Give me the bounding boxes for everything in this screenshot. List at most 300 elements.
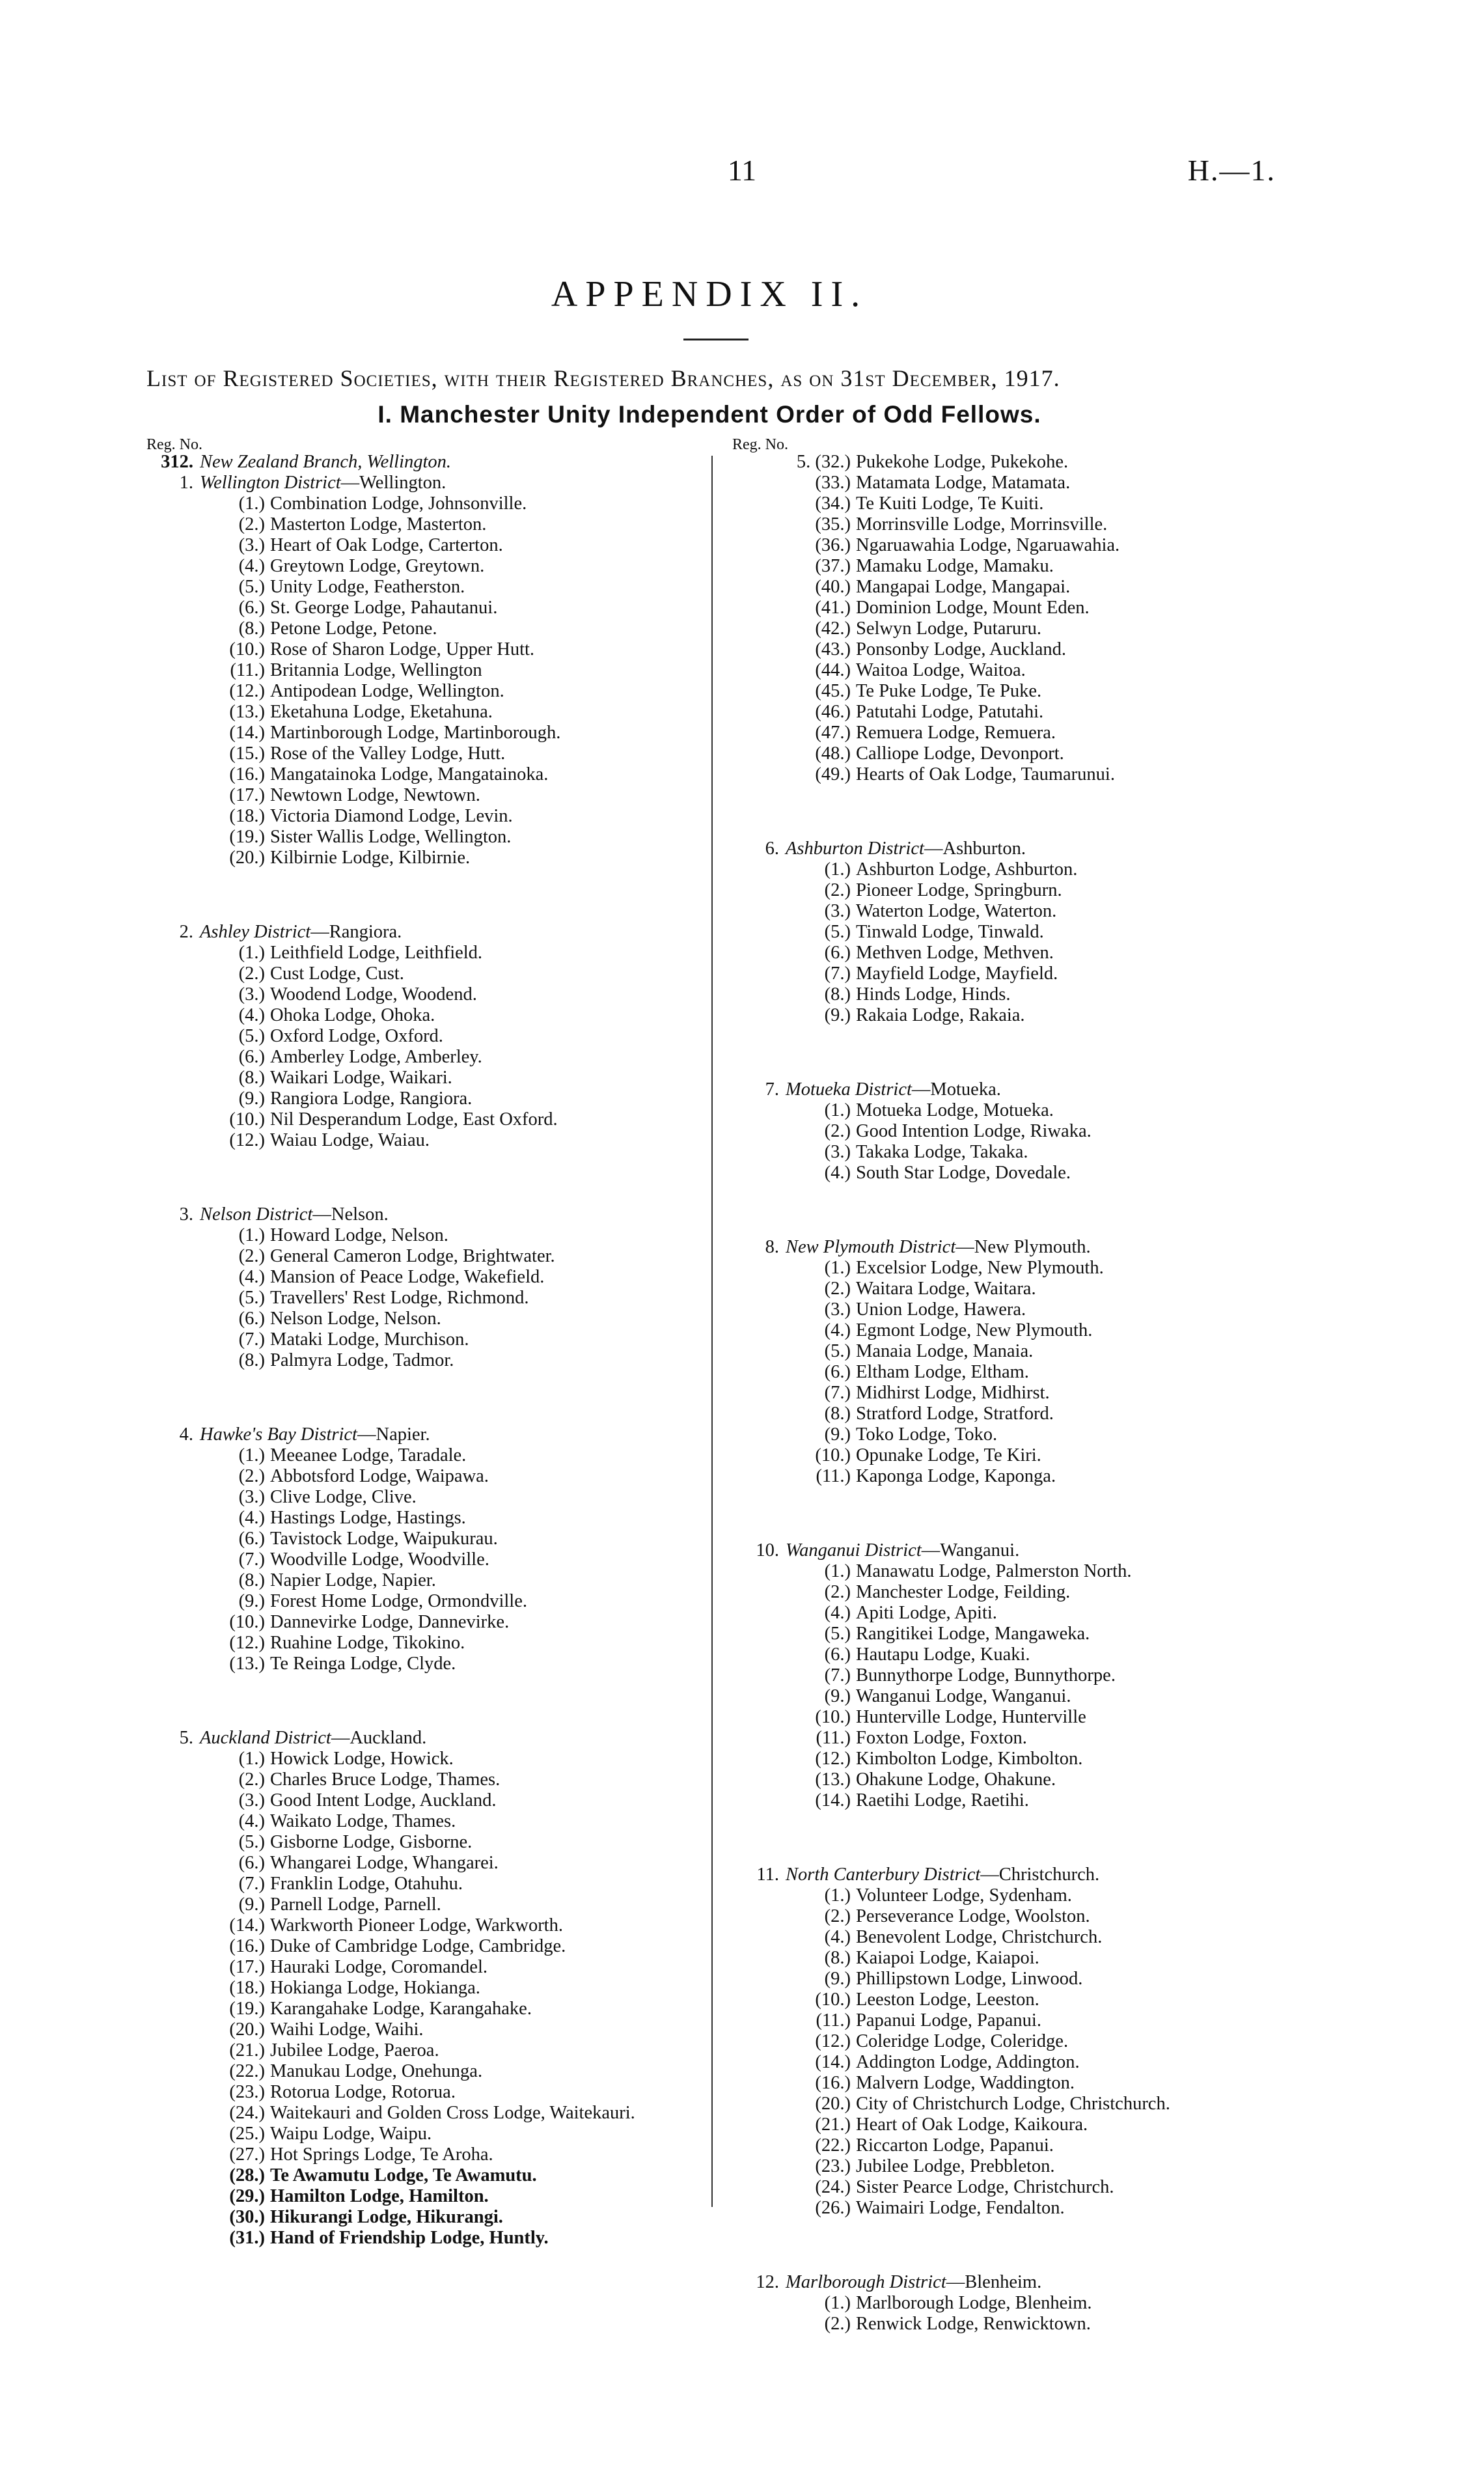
- lodge-entry: [146, 806, 700, 827]
- lodge-name: Rose of Sharon Lodge, Upper Hutt.: [270, 639, 535, 659]
- lodge-number: (7.): [824, 1665, 851, 1685]
- right-column: [732, 452, 1292, 2388]
- district-heading: [732, 2272, 1292, 2293]
- lodge-name: Nelson Lodge, Nelson.: [270, 1309, 441, 1329]
- lodge-number: (36.): [815, 535, 851, 555]
- lodge-number: (34.): [815, 493, 851, 514]
- lodge-number: (16.): [229, 1936, 265, 1956]
- lodge-name: Apiti Lodge, Apiti.: [856, 1603, 997, 1623]
- lodge-entry: [146, 2124, 700, 2144]
- lodge-name: Mayfield Lodge, Mayfield.: [856, 964, 1058, 984]
- lodge-entry: [732, 1906, 1292, 1927]
- lodge-number: (20.): [229, 848, 265, 868]
- lodge-number: (7.): [238, 1329, 265, 1350]
- lodge-entry: [146, 2061, 700, 2082]
- lodge-number: (3.): [238, 1790, 265, 1810]
- district-town: —Nelson.: [312, 1204, 389, 1225]
- lodge-name: Britannia Lodge, Wellington: [270, 660, 482, 680]
- lodge-name: Newtown Lodge, Newtown.: [270, 785, 480, 805]
- column-divider: [711, 456, 713, 2207]
- district-block: [146, 473, 700, 868]
- lodge-entry: [146, 1026, 700, 1047]
- lodge-number: (9.): [238, 1089, 265, 1109]
- lodge-entry: [732, 2156, 1292, 2177]
- district-number: 2.: [179, 922, 193, 942]
- district-block: [732, 839, 1292, 1026]
- lodge-number: (12.): [815, 1749, 851, 1769]
- lodge-entry: [146, 764, 700, 785]
- lodge-name: Ruahine Lodge, Tikokino.: [270, 1633, 465, 1653]
- lodge-entry: [146, 535, 700, 556]
- lodge-name: Waihi Lodge, Waihi.: [270, 2019, 424, 2040]
- lodge-name: Petone Lodge, Petone.: [270, 618, 437, 639]
- lodge-entry: [732, 2073, 1292, 2094]
- lodge-entry: [146, 2082, 700, 2103]
- district-town: —Christchurch.: [980, 1865, 1100, 1885]
- lodge-entry: [146, 1790, 700, 1811]
- district-number: 6.: [765, 839, 779, 859]
- right-district-list: [732, 839, 1292, 2335]
- lodge-name: Manaia Lodge, Manaia.: [856, 1341, 1034, 1361]
- lodge-entry: [732, 2198, 1292, 2219]
- lodge-entry: [732, 1728, 1292, 1749]
- lodge-entry: [146, 964, 700, 984]
- lodge-name: Coleridge Lodge, Coleridge.: [856, 2031, 1069, 2051]
- lodge-name: Te Puke Lodge, Te Puke.: [856, 681, 1042, 701]
- lodge-name: Leeston Lodge, Leeston.: [856, 1990, 1039, 2010]
- lodge-name: Clive Lodge, Clive.: [270, 1487, 417, 1507]
- lodge-name: Rangitikei Lodge, Mangaweka.: [856, 1624, 1090, 1644]
- lodge-number: (8.): [238, 1068, 265, 1088]
- district-block: [146, 1204, 700, 1371]
- lodge-name: Oxford Lodge, Oxford.: [270, 1026, 443, 1046]
- lodge-name: Dannevirke Lodge, Dannevirke.: [270, 1612, 510, 1632]
- lodge-name: Ohakune Lodge, Ohakune.: [856, 1769, 1056, 1790]
- lodge-name: Manukau Lodge, Onehunga.: [270, 2061, 483, 2081]
- district-block: [146, 1728, 700, 2249]
- lodge-name: Heart of Oak Lodge, Kaikoura.: [856, 2115, 1088, 2135]
- lodge-name: Wanganui Lodge, Wanganui.: [856, 1686, 1071, 1706]
- lodge-name: Waikato Lodge, Thames.: [270, 1811, 456, 1831]
- lodge-number: (13.): [229, 1654, 265, 1674]
- lodge-entry: [146, 2228, 700, 2249]
- lodge-entry: [732, 859, 1292, 880]
- lodge-entry: [146, 1130, 700, 1151]
- lodge-number: (12.): [815, 2031, 851, 2051]
- lodge-entry: [146, 1466, 700, 1487]
- lodge-name: Manawatu Lodge, Palmerston North.: [856, 1561, 1132, 1581]
- lodge-entry: [732, 1404, 1292, 1424]
- lodge-name: Excelsior Lodge, New Plymouth.: [856, 1258, 1104, 1278]
- lodge-name: Hikurangi Lodge, Hikurangi.: [270, 2207, 503, 2227]
- lodge-name: Antipodean Lodge, Wellington.: [270, 681, 504, 701]
- lodge-name: Ohoka Lodge, Ohoka.: [270, 1005, 435, 1025]
- lodge-entry: [732, 922, 1292, 943]
- lodge-number: (1.): [238, 943, 265, 963]
- lodge-entry: [146, 1853, 700, 1874]
- lodge-entry: [732, 1665, 1292, 1686]
- lodge-entry: [146, 1288, 700, 1309]
- lodge-entry: [146, 1350, 700, 1371]
- lodge-name: Marlborough Lodge, Blenheim.: [856, 2293, 1092, 2313]
- lodge-entry: [146, 514, 700, 535]
- district-block: [732, 1079, 1292, 1184]
- district-number: 1.: [179, 473, 193, 493]
- lodge-name: Takaka Lodge, Takaka.: [856, 1142, 1028, 1162]
- lodge-name: Hunterville Lodge, Hunterville: [856, 1707, 1086, 1727]
- lodge-name: Opunake Lodge, Te Kiri.: [856, 1445, 1041, 1465]
- district-heading: [146, 1728, 700, 1749]
- district-continuation: [732, 452, 1292, 785]
- lodge-entry: [732, 660, 1292, 681]
- lodge-entry: [732, 1445, 1292, 1466]
- district-name: Auckland District: [200, 1728, 331, 1748]
- lodge-number: (4.): [824, 1320, 851, 1340]
- lodge-entry: [732, 1100, 1292, 1121]
- lodge-name: Kilbirnie Lodge, Kilbirnie.: [270, 848, 471, 868]
- lodge-entry: [146, 1445, 700, 1466]
- lodge-entry: [146, 2019, 700, 2040]
- lodge-entry: [732, 1948, 1292, 1969]
- lodge-number: (7.): [824, 1383, 851, 1403]
- lodge-number: (2.): [824, 1121, 851, 1141]
- lodge-entry: [732, 1121, 1292, 1142]
- lodge-name: Heart of Oak Lodge, Carterton.: [270, 535, 503, 555]
- lodge-number: (14.): [229, 1915, 265, 1935]
- lodge-number: (1.): [238, 1749, 265, 1769]
- lodge-number: (8.): [824, 1404, 851, 1424]
- lodge-entry: [732, 743, 1292, 764]
- district-name: Motueka District: [786, 1079, 912, 1100]
- lodge-entry: [146, 1633, 700, 1654]
- district-number: 5.: [179, 1728, 193, 1748]
- lodge-name: Mangatainoka Lodge, Mangatainoka.: [270, 764, 549, 784]
- lodge-name: Volunteer Lodge, Sydenham.: [856, 1885, 1072, 1906]
- lodge-number: (14.): [815, 1790, 851, 1810]
- lodge-number: (10.): [815, 1990, 851, 2010]
- district-block: [732, 2272, 1292, 2335]
- lodge-number: (37.): [815, 556, 851, 576]
- lodge-entry: [732, 1299, 1292, 1320]
- lodge-entry: [146, 1654, 700, 1674]
- lodge-name: South Star Lodge, Dovedale.: [856, 1163, 1071, 1183]
- lodge-number: (4.): [238, 1811, 265, 1831]
- district-block: [732, 1237, 1292, 1487]
- lodge-name: St. George Lodge, Pahautanui.: [270, 598, 498, 618]
- lodge-number: (20.): [229, 2019, 265, 2040]
- lodge-name: Abbotsford Lodge, Waipawa.: [270, 1466, 489, 1486]
- lodge-name: General Cameron Lodge, Brightwater.: [270, 1246, 555, 1266]
- lodge-number: (5.): [238, 1832, 265, 1852]
- lodge-entry: [732, 577, 1292, 598]
- lodge-name: Mansion of Peace Lodge, Wakefield.: [270, 1267, 545, 1287]
- lodge-number: (8.): [824, 984, 851, 1005]
- lodge-number: (9.): [824, 1424, 851, 1445]
- lodge-name: Selwyn Lodge, Putaruru.: [856, 618, 1041, 639]
- lodge-name: Charles Bruce Lodge, Thames.: [270, 1769, 501, 1790]
- lodge-entry: [732, 1142, 1292, 1163]
- lodge-number: (4.): [238, 1267, 265, 1287]
- lodge-number: (41.): [815, 598, 851, 618]
- lodge-number: (6.): [238, 1047, 265, 1067]
- lodge-number: (7.): [238, 1549, 265, 1570]
- lodge-entry: [146, 2207, 700, 2228]
- lodge-name: Gisborne Lodge, Gisborne.: [270, 1832, 473, 1852]
- lodge-entry: [146, 1529, 700, 1549]
- lodge-entry: [732, 1790, 1292, 1811]
- lodge-number: (19.): [229, 1999, 265, 2019]
- lodge-name: Riccarton Lodge, Papanui.: [856, 2135, 1054, 2156]
- lodge-name: Jubilee Lodge, Prebbleton.: [856, 2156, 1055, 2176]
- lodge-name: Whangarei Lodge, Whangarei.: [270, 1853, 499, 1873]
- lodge-entry: [146, 1246, 700, 1267]
- lodge-name: Masterton Lodge, Masterton.: [270, 514, 487, 534]
- lodge-entry: [732, 1163, 1292, 1184]
- lodge-entry: [732, 2115, 1292, 2135]
- lodge-number: (26.): [815, 2198, 851, 2218]
- district-block: [146, 922, 700, 1151]
- lodge-entry: [146, 577, 700, 598]
- lodge-name: Morrinsville Lodge, Morrinsville.: [856, 514, 1108, 534]
- document-code: H.—1.: [1187, 154, 1276, 187]
- lodge-number: (2.): [238, 514, 265, 534]
- page-number: 11: [727, 154, 757, 187]
- lodge-entry: [732, 1362, 1292, 1383]
- lodge-entry: [732, 2031, 1292, 2052]
- lodge-entry: [146, 1005, 700, 1026]
- lodge-name: Raetihi Lodge, Raetihi.: [856, 1790, 1029, 1810]
- lodge-entry: [146, 1047, 700, 1068]
- lodge-name: Midhirst Lodge, Midhirst.: [856, 1383, 1050, 1403]
- lodge-number: (9.): [238, 1894, 265, 1915]
- lodge-entry: [146, 1936, 700, 1957]
- lodge-entry: [146, 1957, 700, 1978]
- lodge-name: Franklin Lodge, Otahuhu.: [270, 1874, 463, 1894]
- lodge-number: (40.): [815, 577, 851, 597]
- lodge-entry: [732, 1424, 1292, 1445]
- lodge-number: (5.): [824, 1341, 851, 1361]
- lodge-number: (5.): [238, 577, 265, 597]
- lodge-number: (4.): [824, 1163, 851, 1183]
- lodge-entry: [146, 2103, 700, 2124]
- district-town: —Ashburton.: [924, 839, 1026, 859]
- lodge-number: (24.): [229, 2103, 265, 2123]
- lodge-number: (6.): [824, 943, 851, 963]
- lodge-name: Travellers' Rest Lodge, Richmond.: [270, 1288, 529, 1308]
- lodge-number: (4.): [824, 1927, 851, 1947]
- lodge-name: Palmyra Lodge, Tadmor.: [270, 1350, 454, 1370]
- lodge-name: Addington Lodge, Addington.: [856, 2052, 1080, 2072]
- district-town: —Wellington.: [340, 473, 447, 493]
- lodge-entry: [146, 1267, 700, 1288]
- lodge-number: (44.): [815, 660, 851, 680]
- lodge-number: (20.): [815, 2094, 851, 2114]
- lodge-number: 5. (32.): [796, 452, 851, 472]
- district-number: 7.: [765, 1079, 779, 1100]
- lodge-name: Woodend Lodge, Woodend.: [270, 984, 477, 1005]
- lodge-number: (15.): [229, 743, 265, 764]
- lodge-name: Sister Pearce Lodge, Christchurch.: [856, 2177, 1114, 2197]
- reg-no-label-left: Reg. No.: [146, 436, 202, 453]
- lodge-number: (1.): [824, 1561, 851, 1581]
- lodge-name: Toko Lodge, Toko.: [856, 1424, 998, 1445]
- lodge-number: (3.): [824, 1142, 851, 1162]
- lodge-number: (6.): [824, 1362, 851, 1382]
- lodge-entry: [146, 1487, 700, 1508]
- lodge-entry: [732, 764, 1292, 785]
- district-heading: [732, 1079, 1292, 1100]
- lodge-name: Good Intention Lodge, Riwaka.: [856, 1121, 1092, 1141]
- lodge-name: Te Kuiti Lodge, Te Kuiti.: [856, 493, 1044, 514]
- district-number: 10.: [756, 1540, 779, 1561]
- lodge-number: (22.): [229, 2061, 265, 2081]
- lodge-name: Unity Lodge, Featherston.: [270, 577, 465, 597]
- lodge-name: Renwick Lodge, Renwicktown.: [856, 2314, 1091, 2334]
- lodge-entry: [732, 1749, 1292, 1769]
- district-town: —New Plymouth.: [955, 1237, 1091, 1257]
- district-heading: [732, 1540, 1292, 1561]
- district-town: —Motueka.: [911, 1079, 1001, 1100]
- lodge-entry: [146, 1874, 700, 1894]
- lodge-name: Duke of Cambridge Lodge, Cambridge.: [270, 1936, 566, 1956]
- lodge-entry: [146, 598, 700, 618]
- lodge-name: Hearts of Oak Lodge, Taumarunui.: [856, 764, 1115, 784]
- lodge-number: (27.): [229, 2144, 265, 2165]
- lodge-number: (1.): [824, 1885, 851, 1906]
- lodge-name: Ngaruawahia Lodge, Ngaruawahia.: [856, 535, 1120, 555]
- lodge-number: (23.): [229, 2082, 265, 2102]
- lodge-entry: [146, 943, 700, 964]
- district-heading: [732, 1237, 1292, 1258]
- lodge-name: Kaponga Lodge, Kaponga.: [856, 1466, 1056, 1486]
- lodge-name: Cust Lodge, Cust.: [270, 964, 404, 984]
- lodge-number: (31.): [229, 2228, 265, 2248]
- lodge-name: Rangiora Lodge, Rangiora.: [270, 1089, 473, 1109]
- lodge-name: Victoria Diamond Lodge, Levin.: [270, 806, 513, 826]
- lodge-entry: [732, 880, 1292, 901]
- district-town: —Napier.: [357, 1424, 430, 1445]
- lodge-name: Papanui Lodge, Papanui.: [856, 2010, 1041, 2031]
- lodge-name: Kaiapoi Lodge, Kaiapoi.: [856, 1948, 1039, 1968]
- lodge-name: Stratford Lodge, Stratford.: [856, 1404, 1054, 1424]
- lodge-name: Hokianga Lodge, Hokianga.: [270, 1978, 480, 1998]
- district-number: 3.: [179, 1204, 193, 1225]
- lodge-entry: [732, 2314, 1292, 2335]
- lodge-number: (24.): [815, 2177, 851, 2197]
- lodge-name: Woodville Lodge, Woodville.: [270, 1549, 489, 1570]
- lodge-entry: [146, 1894, 700, 1915]
- lodge-number: (22.): [815, 2135, 851, 2156]
- lodge-entry: [146, 1915, 700, 1936]
- lodge-name: Perseverance Lodge, Woolston.: [856, 1906, 1090, 1926]
- lodge-number: (10.): [229, 1612, 265, 1632]
- lodge-entry: [732, 598, 1292, 618]
- lodge-number: (3.): [824, 901, 851, 921]
- lodge-number: (1.): [824, 859, 851, 880]
- lodge-name: Pukekohe Lodge, Pukekohe.: [856, 452, 1069, 472]
- lodge-entry: [732, 514, 1292, 535]
- district-name: Marlborough District: [786, 2272, 946, 2292]
- left-column: [146, 452, 700, 2302]
- lodge-name: Napier Lodge, Napier.: [270, 1570, 436, 1590]
- district-town: —Blenheim.: [946, 2272, 1042, 2292]
- lodge-entry: [732, 493, 1292, 514]
- lodge-entry: [732, 1582, 1292, 1603]
- lodge-entry: [146, 1811, 700, 1832]
- district-town: —Auckland.: [331, 1728, 427, 1748]
- lodge-number: (2.): [824, 880, 851, 900]
- lodge-name: Hauraki Lodge, Coromandel.: [270, 1957, 488, 1977]
- lodge-name: Hand of Friendship Lodge, Huntly.: [270, 2228, 549, 2248]
- lodge-entry: [146, 1089, 700, 1109]
- lodge-entry: [146, 785, 700, 806]
- lodge-number: (4.): [238, 556, 265, 576]
- lodge-name: Matamata Lodge, Matamata.: [856, 473, 1071, 493]
- lodge-entry: [146, 1329, 700, 1350]
- lodge-entry: [732, 473, 1292, 493]
- lodge-number: (3.): [824, 1299, 851, 1320]
- lodge-number: (10.): [815, 1707, 851, 1727]
- lodge-entry: [146, 848, 700, 868]
- lodge-entry: [146, 1570, 700, 1591]
- lodge-number: (1.): [824, 1258, 851, 1278]
- lodge-name: Leithfield Lodge, Leithfield.: [270, 943, 483, 963]
- lodge-number: (2.): [824, 1582, 851, 1602]
- lodge-number: (4.): [824, 1603, 851, 1623]
- lodge-name: Ashburton Lodge, Ashburton.: [856, 859, 1078, 880]
- lodge-number: (11.): [230, 660, 265, 680]
- lodge-entry: [732, 1561, 1292, 1582]
- lodge-name: Meeanee Lodge, Taradale.: [270, 1445, 467, 1465]
- district-block: [732, 1540, 1292, 1811]
- lodge-number: (49.): [815, 764, 851, 784]
- lodge-number: (19.): [229, 827, 265, 847]
- lodge-name: Warkworth Pioneer Lodge, Warkworth.: [270, 1915, 563, 1935]
- lodge-name: Mataki Lodge, Murchison.: [270, 1329, 469, 1350]
- lodge-entry: [732, 1466, 1292, 1487]
- lodge-name: Howard Lodge, Nelson.: [270, 1225, 448, 1245]
- lodge-number: (1.): [824, 1100, 851, 1120]
- lodge-number: (33.): [815, 473, 851, 493]
- lodge-number: (13.): [229, 702, 265, 722]
- lodge-name: Waiau Lodge, Waiau.: [270, 1130, 430, 1150]
- lodge-entry: [146, 639, 700, 660]
- district-name: Wanganui District: [786, 1540, 922, 1561]
- lodge-number: (10.): [815, 1445, 851, 1465]
- lodge-entry: [732, 2052, 1292, 2073]
- lodge-number: (29.): [229, 2186, 265, 2206]
- lodge-name: Mamaku Lodge, Mamaku.: [856, 556, 1054, 576]
- lodge-number: (11.): [816, 1466, 851, 1486]
- lodge-entry: [146, 1978, 700, 1999]
- lodge-name: City of Christchurch Lodge, Christchurch.: [856, 2094, 1170, 2114]
- lodge-entry: [732, 1603, 1292, 1624]
- district-heading: [146, 1424, 700, 1445]
- district-number: 12.: [756, 2272, 779, 2292]
- lodge-number: (4.): [238, 1508, 265, 1528]
- lodge-name: Waitoa Lodge, Waitoa.: [856, 660, 1026, 680]
- lodge-number: (30.): [229, 2207, 265, 2227]
- lodge-number: (7.): [824, 964, 851, 984]
- lodge-number: (45.): [815, 681, 851, 701]
- lodge-number: (35.): [815, 514, 851, 534]
- lodge-number: (17.): [229, 785, 265, 805]
- lodge-name: Howick Lodge, Howick.: [270, 1749, 454, 1769]
- lodge-entry: [732, 1258, 1292, 1279]
- lodge-number: (9.): [824, 1969, 851, 1989]
- lodge-number: (42.): [815, 618, 851, 639]
- lodge-entry: [146, 1109, 700, 1130]
